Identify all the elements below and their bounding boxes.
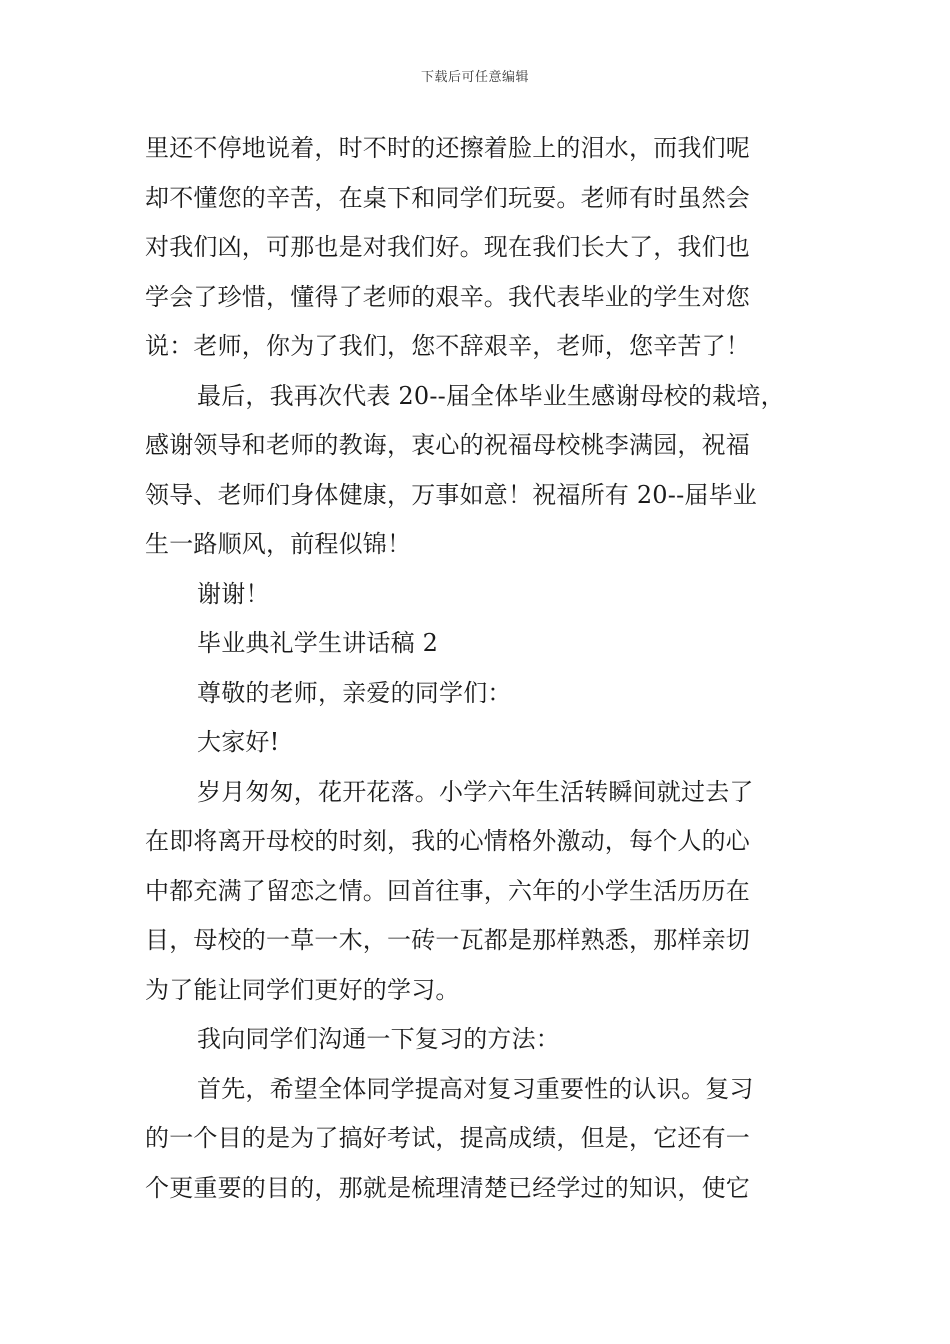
text-line: 里还不停地说着，时不时的还擦着脸上的泪水，而我们呢 <box>145 134 750 162</box>
text-line: 大家好! <box>197 728 280 756</box>
text-line: 毕业典礼学生讲话稿 2 <box>197 629 439 657</box>
text-line: 的一个目的是为了搞好考试，提高成绩，但是，它还有一 <box>145 1124 750 1152</box>
text-line: 首先，希望全体同学提高对复习重要性的认识。复习 <box>197 1074 754 1103</box>
text-line: 个更重要的目的，那就是梳理清楚已经学过的知识，使它 <box>145 1173 750 1202</box>
text-line: 生一路顺风，前程似锦！ <box>145 530 412 558</box>
text-line: 我向同学们沟通一下复习的方法： <box>197 1025 560 1053</box>
document-body <box>145 124 810 1213</box>
text-line: 中都充满了留恋之情。回首往事，六年的小学生活历历在 <box>145 876 750 905</box>
text-line: 目，母校的一草一木，一砖一瓦都是那样熟悉，那样亲切 <box>145 926 750 954</box>
text-line: 学会了珍惜，懂得了老师的艰辛。我代表毕业的学生对您 <box>145 282 750 311</box>
text-line: 却不懂您的辛苦，在桌下和同学们玩耍。老师有时虽然会 <box>145 183 750 212</box>
text-line: 岁月匆匆，花开花落。小学六年生活转瞬间就过去了 <box>197 777 754 806</box>
text-line: 在即将离开母校的时刻，我的心情格外激动，每个人的心 <box>145 827 750 855</box>
text-line: 感谢领导和老师的教诲，衷心的祝福母校桃李满园，祝福 <box>145 431 750 459</box>
text-line: 尊敬的老师，亲爱的同学们： <box>197 678 512 707</box>
text-line: 对我们凶，可那也是对我们好。现在我们长大了，我们也 <box>145 233 750 261</box>
text-line: 为了能让同学们更好的学习。 <box>145 975 460 1004</box>
text-line: 说：老师，你为了我们，您不辞艰辛，老师，您辛苦了！ <box>145 332 750 360</box>
text-line: 最后，我再次代表 20--届全体毕业生感谢母校的栽培， <box>197 381 785 410</box>
text-line: 谢谢！ <box>197 579 270 608</box>
text-line: 领导、老师们身体健康，万事如意！祝福所有 20--届毕业 <box>145 480 757 509</box>
page-header: 下载后可任意编辑 <box>420 70 529 85</box>
